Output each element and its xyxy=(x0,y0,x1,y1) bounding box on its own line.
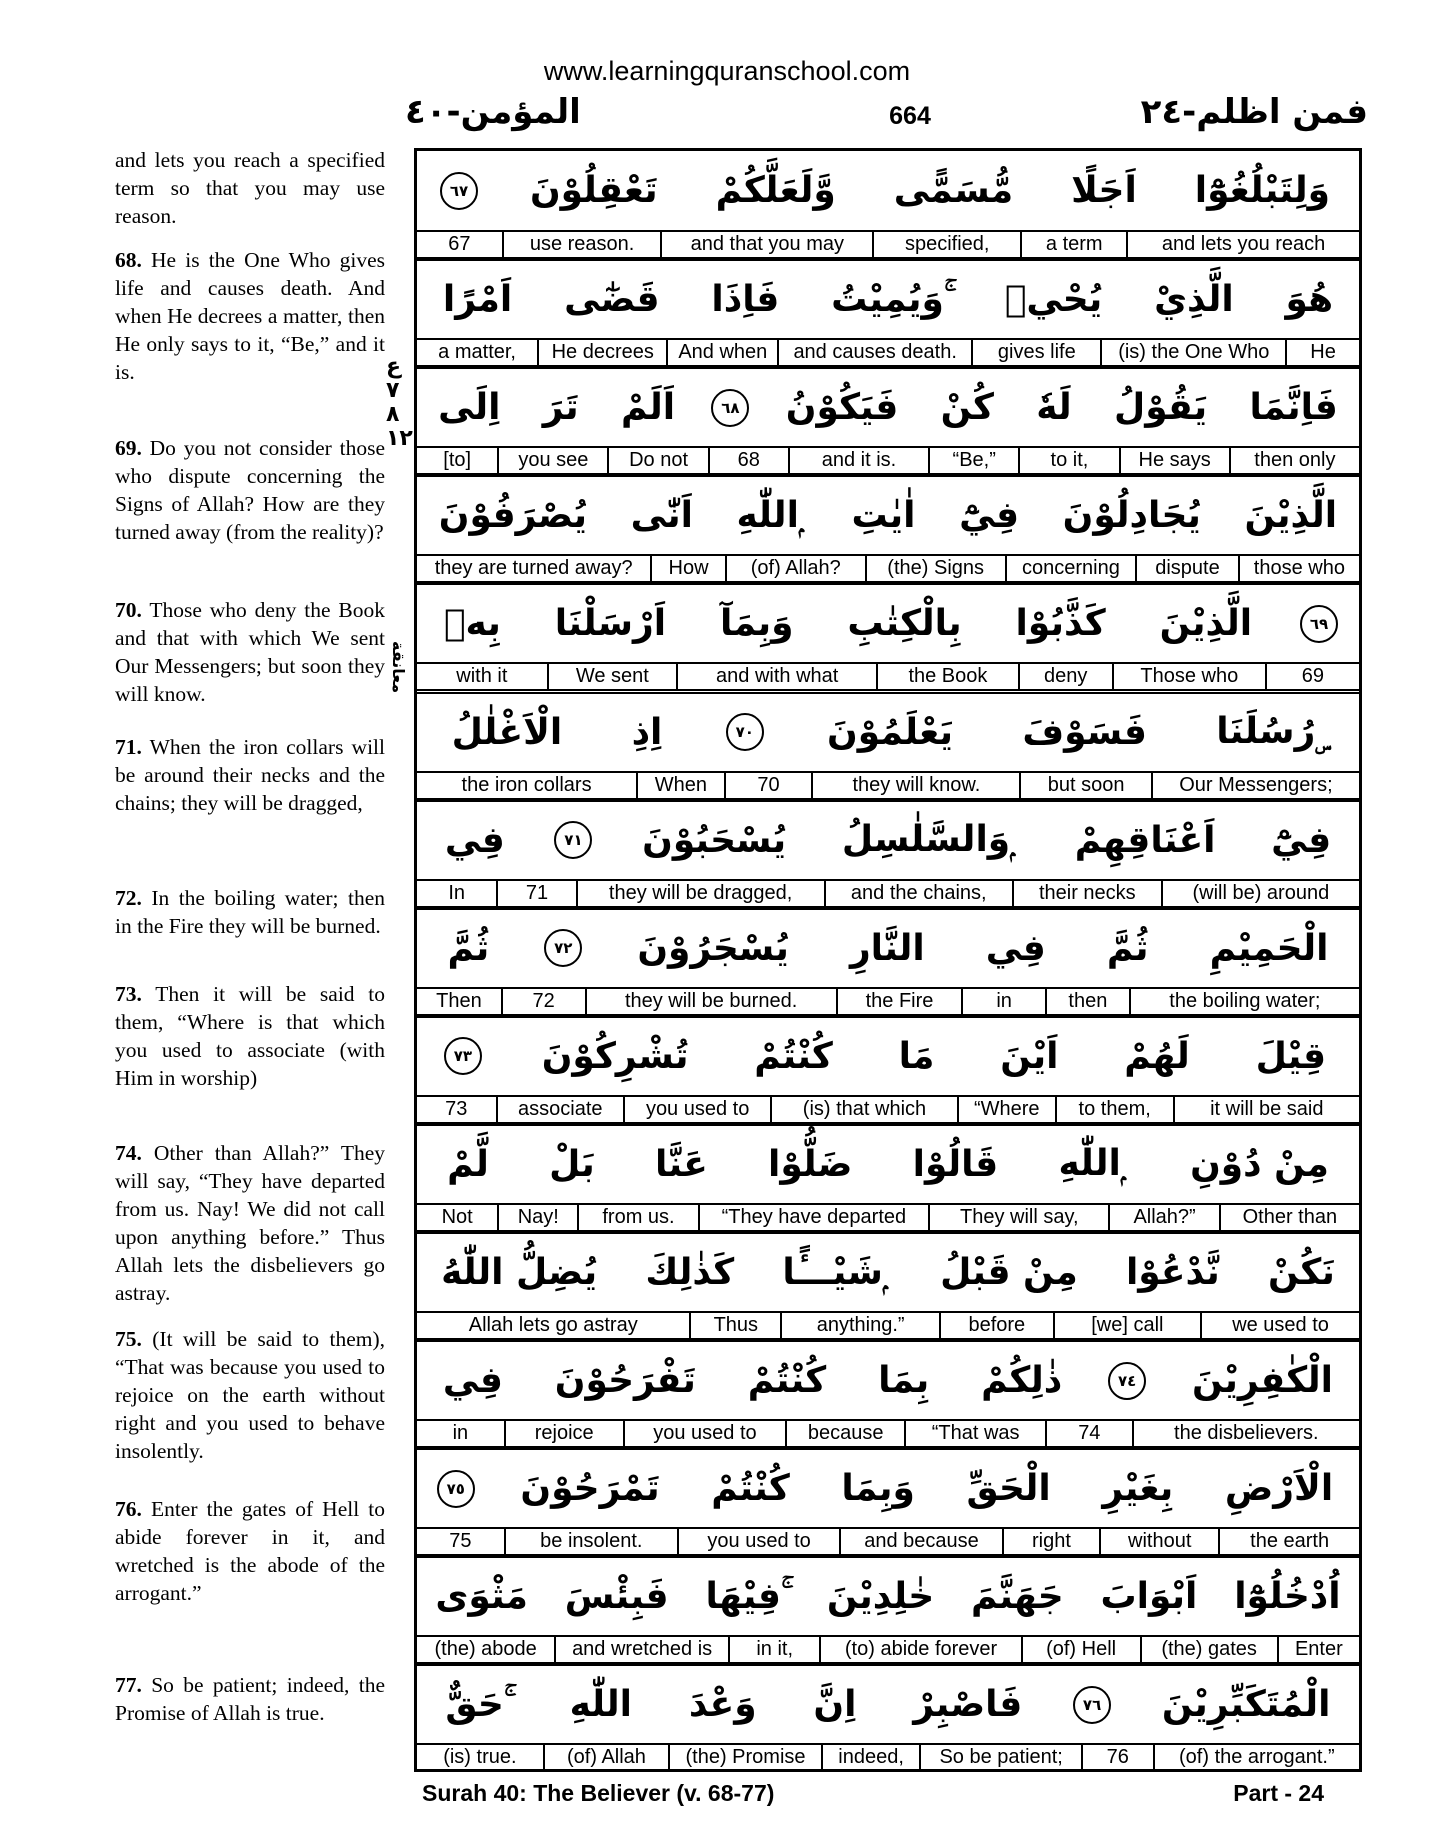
gloss-cell: but soon xyxy=(1019,773,1150,798)
surah-name-header: المؤمن-٤٠ xyxy=(405,92,581,132)
gloss-cell: the boiling water; xyxy=(1129,989,1359,1014)
arabic-line xyxy=(417,800,1359,879)
english-gloss-line xyxy=(417,1635,1359,1664)
arabic-line xyxy=(417,1556,1359,1635)
gloss-cell: They will say, xyxy=(928,1205,1108,1230)
arabic-word: فِي xyxy=(444,819,505,861)
gloss-cell: (of) the arrogant.” xyxy=(1153,1745,1359,1770)
gloss-cell: anything.” xyxy=(780,1313,939,1338)
gloss-cell: and it is. xyxy=(788,448,928,473)
gloss-cell: the iron collars xyxy=(461,773,592,796)
footer-surah: Surah 40: The Believer (v. 68-77) xyxy=(422,1780,775,1806)
arabic-word: فِي xyxy=(985,927,1046,969)
arabic-line xyxy=(417,1124,1359,1203)
arabic-word: الْكٰفِرِيْنَ xyxy=(1191,1360,1333,1402)
arabic-word: يُضِلُّ اللّٰهُ xyxy=(441,1252,598,1293)
arabic-word: فِيْهَا ۚ xyxy=(705,1575,791,1617)
ayah-number-marker: ٦٩ xyxy=(1300,605,1338,643)
gloss-cell: they will be burned. xyxy=(585,989,836,1014)
gloss-cell: Allah lets go astray xyxy=(468,1314,638,1336)
gloss-cell: and causes death. xyxy=(777,340,971,365)
gloss-cell: 70 xyxy=(724,773,812,798)
gloss-cell: use reason. xyxy=(502,232,661,257)
arabic-word: الْحَقِّ xyxy=(966,1468,1051,1510)
gloss-cell: and that you may xyxy=(660,232,872,257)
verse-number: 73. xyxy=(115,982,142,1006)
arabic-word: كُنْتُمْ xyxy=(747,1360,827,1402)
arabic-word: يُسْجَرُوْنَ xyxy=(637,927,789,969)
arabic-line xyxy=(417,692,1359,771)
gloss-cell: associate xyxy=(496,1097,624,1122)
arabic-word: قِيْلَ xyxy=(1255,1035,1327,1077)
gloss-cell: you used to xyxy=(623,1421,785,1446)
ayah-number-marker: ٧٢ xyxy=(544,929,582,967)
english-gloss-line xyxy=(417,662,1359,691)
verse-number: 72. xyxy=(115,886,142,910)
arabic-word: اُدْخُلُوْٓا xyxy=(1234,1576,1341,1618)
gloss-cell: Our Messengers; xyxy=(1151,773,1359,798)
arabic-word: الْاَرْضِ xyxy=(1224,1468,1334,1510)
gloss-cell: 69 xyxy=(1265,664,1359,689)
arabic-line xyxy=(417,583,1359,662)
gloss-cell: gives life xyxy=(971,340,1100,365)
margin-marks xyxy=(386,355,416,693)
arabic-word: يَقُوْلُ xyxy=(1113,387,1208,429)
gloss-cell: those who xyxy=(1238,556,1359,581)
arabic-line xyxy=(417,1448,1359,1527)
verse-text: Then it will be said to them, “Where is that which you used to associate (with Him in worship) xyxy=(115,982,385,1090)
arabic-word: لَهُمْ xyxy=(1124,1035,1190,1077)
gloss-cell: they will know. xyxy=(811,773,1019,798)
gloss-cell: (the) gates xyxy=(1140,1637,1277,1662)
gloss-cell: indeed, xyxy=(821,1745,920,1770)
ruku-number: ٨ xyxy=(386,402,400,427)
arabic-word: اللّٰهِ xyxy=(569,1684,633,1726)
gloss-cell: then xyxy=(1045,989,1129,1014)
arabic-word: بَلْ xyxy=(549,1143,595,1185)
ayah-number-marker: ٧٣ xyxy=(444,1037,482,1075)
arabic-line xyxy=(417,1232,1359,1311)
gloss-cell: they are turned away? xyxy=(434,557,633,580)
gloss-cell: How xyxy=(650,556,725,581)
gloss-cell: before xyxy=(939,1313,1052,1338)
gloss-cell: you used to xyxy=(623,1097,770,1122)
ayah-number-marker: ٧٦ xyxy=(1073,1686,1111,1724)
gloss-cell: dispute xyxy=(1135,556,1238,581)
gloss-cell: Allah?” xyxy=(1108,1205,1218,1230)
arabic-line xyxy=(417,1664,1359,1743)
ayah-number-marker: ٦٧ xyxy=(440,172,478,210)
arabic-word: اللّٰهِ ۭ xyxy=(1058,1143,1130,1185)
arabic-word: يُسْحَبُوْنَ xyxy=(642,819,787,861)
arabic-word: مُّسَمًّى xyxy=(893,170,1014,211)
ayah-number-marker: ٧٥ xyxy=(437,1470,475,1508)
arabic-word: يُحْيٖ xyxy=(1004,279,1103,321)
arabic-word: اِنَّ xyxy=(813,1684,857,1726)
arabic-word: لَهٗ xyxy=(1036,387,1072,429)
gloss-cell: in xyxy=(452,1422,469,1445)
verse-text: and lets you reach a specified term so that you may use reason. xyxy=(115,148,385,228)
arabic-line xyxy=(417,1340,1359,1419)
translation-verse xyxy=(115,434,385,546)
gloss-cell: (of) Hell xyxy=(1021,1637,1140,1662)
gloss-cell: “That was xyxy=(904,1421,1045,1446)
gloss-cell: in xyxy=(961,989,1045,1014)
arabic-word: الْمُتَكَبِّرِيْنَ xyxy=(1161,1684,1331,1726)
gloss-cell: He decrees xyxy=(537,340,666,365)
ayah-number-marker: ٧١ xyxy=(554,821,592,859)
gloss-cell: He xyxy=(1285,340,1359,365)
english-gloss-line xyxy=(417,1095,1359,1124)
page-number: 664 xyxy=(889,102,931,130)
gloss-cell: When xyxy=(636,773,724,798)
arabic-word: هُوَ xyxy=(1285,279,1334,321)
arabic-word: نَّدْعُوْا xyxy=(1125,1252,1220,1293)
verse-text: Those who deny the Book and that with which We sent Our Messengers; but soon they will know. xyxy=(115,598,385,706)
gloss-cell: Other than xyxy=(1219,1205,1359,1230)
ayah-number-marker: ٧٤ xyxy=(1108,1362,1146,1400)
gloss-cell: the Book xyxy=(876,664,1017,689)
verse-number: 77. xyxy=(115,1673,142,1697)
arabic-word: اَعْنَاقِهِمْ xyxy=(1074,819,1216,861)
translation-verse xyxy=(115,980,385,1092)
arabic-word: ضَلُّوْا xyxy=(768,1143,853,1185)
english-gloss-line xyxy=(417,1311,1359,1340)
gloss-cell: “They have departed xyxy=(698,1205,928,1230)
verse-text: Other than Allah?” They will say, “They have departed from us. Nay! We did not call upon anything before.” Thus Allah lets the disbelievers go astray. xyxy=(115,1141,386,1305)
arabic-word: حَقٌّ ۚ xyxy=(445,1683,513,1725)
gloss-cell: Do not xyxy=(607,448,707,473)
arabic-word: بِغَيْرِ xyxy=(1102,1468,1174,1510)
gloss-cell: specified, xyxy=(872,232,1020,257)
gloss-cell: deny xyxy=(1018,664,1112,689)
gloss-cell: 72 xyxy=(501,989,585,1014)
gloss-cell: the earth xyxy=(1218,1529,1359,1554)
arabic-word: بِهٖ xyxy=(443,603,501,645)
verse-text: So be patient; indeed, the Promise of Allah is true. xyxy=(115,1673,385,1725)
verse-text: When the iron collars will be around their necks and the chains; they will be dragged, xyxy=(115,735,385,815)
arabic-word: اِلَى xyxy=(438,387,501,429)
arabic-word: اللّٰهِ ۭ xyxy=(736,494,808,536)
gloss-cell: (is) the One Who xyxy=(1100,340,1285,365)
translation-verse xyxy=(115,1671,385,1727)
arabic-word: وَعْدَ xyxy=(688,1684,757,1726)
arabic-word: تُشْرِكُوْنَ xyxy=(541,1035,689,1077)
gloss-cell: the Fire xyxy=(836,989,962,1014)
arabic-word: كُنْتُمْ xyxy=(711,1468,790,1510)
gloss-cell: He says xyxy=(1119,448,1229,473)
arabic-word: اَلَمْ xyxy=(621,387,676,429)
gloss-cell: with it xyxy=(456,665,508,688)
gloss-cell: they will be dragged, xyxy=(576,881,824,906)
english-gloss-line xyxy=(417,230,1359,259)
gloss-cell: [we] call xyxy=(1053,1313,1201,1338)
gloss-cell: (is) that which xyxy=(770,1097,956,1122)
arabic-word: يَعْلَمُوْنَ xyxy=(827,711,954,753)
gloss-cell: (of) Allah? xyxy=(725,556,865,581)
juz-name-header: فمن اظلم-٢٤ xyxy=(1140,92,1368,132)
arabic-word: فَاصْبِرْ xyxy=(913,1684,1023,1726)
gloss-cell: “Where xyxy=(957,1097,1055,1122)
arabic-word: الَّذِيْنَ xyxy=(1244,495,1338,537)
verse-number: 76. xyxy=(115,1497,142,1521)
verse-number: 71. xyxy=(115,735,142,759)
translation-verse xyxy=(115,1495,385,1607)
arabic-word: اٰيٰتِ xyxy=(851,495,916,537)
verse-text: Enter the gates of Hell to abide forever in it, and wretched is the abode of the arrogant.” xyxy=(115,1497,385,1605)
arabic-word: قَضٰٓى xyxy=(564,279,660,321)
arabic-word: تَعْقِلُوْنَ xyxy=(529,170,658,211)
gloss-cell: and with what xyxy=(676,664,876,689)
arabic-word: الْاَغْلٰلُ xyxy=(451,711,563,753)
ayah-number-marker: ٧٠ xyxy=(726,713,764,751)
english-gloss-line xyxy=(417,1527,1359,1556)
ruku-mark: ع ٧ xyxy=(386,354,402,403)
arabic-line xyxy=(417,151,1359,230)
gloss-cell: from us. xyxy=(577,1205,697,1230)
gloss-cell: the disbelievers. xyxy=(1132,1421,1359,1446)
arabic-word: اَجَلًا xyxy=(1071,170,1137,211)
gloss-cell: we used to xyxy=(1200,1313,1359,1338)
gloss-cell: without xyxy=(1099,1529,1218,1554)
translation-verse xyxy=(115,1139,385,1307)
arabic-word: تَرَ xyxy=(542,387,579,429)
gloss-cell: to it, xyxy=(1018,448,1118,473)
translation-verse xyxy=(115,246,385,386)
arabic-word: مَثْوَى xyxy=(435,1576,528,1618)
arabic-word: بِالْكِتٰبِ xyxy=(847,603,962,645)
arabic-word: ثُمَّ xyxy=(447,927,490,969)
arabic-line xyxy=(417,259,1359,338)
arabic-word: خٰلِدِيْنَ xyxy=(826,1576,935,1618)
arabic-word: فَسَوْفَ xyxy=(1022,711,1147,753)
english-gloss-line xyxy=(417,987,1359,1016)
arabic-word: النَّارِ xyxy=(849,927,925,969)
english-gloss-line xyxy=(417,446,1359,475)
ayah-number-marker: ٦٨ xyxy=(711,389,749,427)
verse-text: He is the One Who gives life and causes death. And when He decrees a matter, then He only says to it, “Be,” and it is. xyxy=(115,248,385,384)
translation-verse xyxy=(115,733,385,817)
website-url[interactable]: www.learningquranschool.com xyxy=(543,56,911,86)
footer-part: Part - 24 xyxy=(1233,1780,1324,1806)
verse-number: 75. xyxy=(115,1327,142,1351)
arabic-word: وَيُمِيْتُ ۚ xyxy=(831,278,953,320)
gloss-cell: because xyxy=(785,1421,904,1446)
arabic-word: بِمَا xyxy=(878,1360,930,1402)
arabic-word: كُنْتُمْ xyxy=(754,1035,833,1077)
arabic-word: يُجَادِلُوْنَ xyxy=(1062,495,1201,537)
ruku-count: ١٢ xyxy=(386,426,413,451)
gloss-cell: rejoice xyxy=(504,1421,623,1446)
gloss-cell: you see xyxy=(497,448,607,473)
arabic-word: ذٰلِكُمْ xyxy=(981,1360,1063,1402)
verse-text: Do you not consider those who dispute concerning the Signs of Allah? How are they turned away (from the reality)? xyxy=(115,436,385,544)
arabic-word: كُنْ xyxy=(940,387,994,429)
verse-number: 68. xyxy=(115,248,142,272)
arabic-word: مِنْ دُوْنِ xyxy=(1190,1143,1329,1185)
english-gloss-line xyxy=(417,1203,1359,1232)
gloss-cell: a matter, xyxy=(438,341,516,364)
gloss-cell: it will be said xyxy=(1173,1097,1359,1122)
arabic-word: فِي xyxy=(442,1360,503,1402)
gloss-cell: (will be) around xyxy=(1161,881,1359,906)
gloss-cell: Those who xyxy=(1112,664,1265,689)
arabic-word: فَاِنَّمَا xyxy=(1249,387,1338,429)
verse-number: 70. xyxy=(115,598,142,622)
arabic-word: يُصْرَفُوْنَ xyxy=(438,495,588,537)
verse-number: 74. xyxy=(115,1141,142,1165)
arabic-word: مَا xyxy=(898,1035,935,1077)
arabic-word: عَنَّا xyxy=(654,1143,708,1185)
arabic-word: فِيْٓ xyxy=(1271,819,1332,861)
arabic-word: اَيْنَ xyxy=(1000,1035,1059,1077)
arabic-word: كَذَّبُوْا xyxy=(1015,603,1106,645)
arabic-word: فِيْٓ xyxy=(959,495,1020,537)
arabic-word: اَنّٰى xyxy=(630,495,693,537)
arabic-word: تَفْرَحُوْنَ xyxy=(554,1360,696,1402)
arabic-word: كَذٰلِكَ xyxy=(645,1252,735,1293)
gloss-cell: 76 xyxy=(1081,1745,1153,1770)
gloss-cell: Enter xyxy=(1277,1637,1359,1662)
verse-text: (It will be said to them), “That was because you used to rejoice on the earth without right and you used to behave insolently. xyxy=(115,1327,385,1463)
gloss-cell: Thus xyxy=(689,1313,780,1338)
english-gloss-line xyxy=(417,338,1359,367)
gloss-cell: and the chains, xyxy=(824,881,1012,906)
arabic-line xyxy=(417,475,1359,554)
arabic-word: وَلِتَبْلُغُوْٓا xyxy=(1194,170,1330,211)
arabic-word: وَبِمَا xyxy=(841,1468,915,1510)
gloss-cell: (to) abide forever xyxy=(819,1637,1020,1662)
arabic-word: وَّلَعَلَّكُمْ xyxy=(715,170,836,211)
gloss-cell: 68 xyxy=(708,448,788,473)
gloss-cell: 73 xyxy=(445,1097,468,1120)
gloss-cell: Nay! xyxy=(497,1205,577,1230)
gloss-cell: (of) Allah xyxy=(543,1745,669,1770)
gloss-cell: (is) true. xyxy=(443,1746,517,1769)
english-gloss-line xyxy=(417,879,1359,908)
arabic-word: الْحَمِيْمِ xyxy=(1209,927,1329,969)
translation-verse xyxy=(115,596,385,708)
gloss-cell: 74 xyxy=(1045,1421,1132,1446)
arabic-word: الَّذِيْنَ xyxy=(1159,603,1253,645)
english-gloss-line xyxy=(417,554,1359,583)
gloss-cell: So be patient; xyxy=(919,1745,1080,1770)
arabic-line xyxy=(417,1016,1359,1095)
arabic-line xyxy=(417,367,1359,446)
translation-verse xyxy=(115,884,385,940)
arabic-word: جَهَنَّمَ xyxy=(971,1576,1064,1618)
english-gloss-line xyxy=(417,1743,1359,1772)
translation-verse xyxy=(115,146,385,230)
gloss-cell: Not xyxy=(441,1205,473,1228)
gloss-cell: concerning xyxy=(1005,556,1136,581)
gloss-cell: (the) Signs xyxy=(865,556,1005,581)
arabic-word: قَالُوْا xyxy=(912,1143,999,1185)
gloss-cell: We sent xyxy=(547,664,677,689)
gloss-cell: (the) abode xyxy=(434,1638,537,1661)
arabic-word: فَيَكُوْنُ xyxy=(785,387,899,429)
arabic-word: تَمْرَحُوْنَ xyxy=(520,1468,660,1510)
arabic-line xyxy=(417,908,1359,987)
english-gloss-line xyxy=(417,771,1359,800)
arabic-word: اَبْوَابَ xyxy=(1100,1576,1198,1618)
arabic-word: رُسُلَنَا ۣ xyxy=(1216,711,1325,752)
gloss-cell: In xyxy=(448,881,466,904)
translation-verse xyxy=(115,1325,385,1465)
verse-text: In the boiling water; then in the Fire they will be burned. xyxy=(115,886,385,938)
gloss-cell: then only xyxy=(1229,448,1359,473)
word-by-word-grid xyxy=(414,148,1362,1772)
gloss-cell: you used to xyxy=(677,1529,839,1554)
gloss-cell: in it, xyxy=(728,1637,819,1662)
gloss-cell: (the) Promise xyxy=(668,1745,821,1770)
verse-number: 69. xyxy=(115,436,142,460)
arabic-word: اِذِ xyxy=(631,711,663,753)
gloss-cell: right xyxy=(1002,1529,1099,1554)
arabic-word: فَاِذَا xyxy=(711,279,780,321)
arabic-word: اَرْسَلْنَا xyxy=(554,603,667,645)
gloss-cell: 75 xyxy=(449,1530,472,1553)
arabic-word: ثُمَّ xyxy=(1106,927,1149,969)
gloss-cell: 67 xyxy=(448,233,471,255)
arabic-word: لَّمْ xyxy=(447,1143,489,1185)
arabic-word: وَبِمَآ xyxy=(719,603,794,645)
english-gloss-line xyxy=(417,1419,1359,1448)
gloss-cell: [to] xyxy=(443,449,472,472)
gloss-cell: and wretched is xyxy=(554,1637,728,1662)
gloss-cell: a term xyxy=(1020,232,1126,257)
gloss-cell: 71 xyxy=(496,881,575,906)
gloss-cell: and because xyxy=(839,1529,1001,1554)
gloss-cell: their necks xyxy=(1012,881,1161,906)
arabic-word: الَّذِيْ xyxy=(1154,279,1234,321)
arabic-word: اَمْرًا xyxy=(442,279,513,321)
gloss-cell: to them, xyxy=(1055,1097,1173,1122)
gloss-cell: Then xyxy=(436,989,482,1012)
arabic-word: شَيْـــًٔا ۭ xyxy=(782,1251,892,1293)
arabic-word: نَكُنْ xyxy=(1268,1252,1335,1293)
gloss-cell: And when xyxy=(666,340,777,365)
arabic-word: فَبِئْسَ xyxy=(564,1576,669,1618)
arabic-word: وَالسَّلٰسِلُ ۭ xyxy=(841,819,1020,861)
arabic-word: مِنْ قَبْلُ xyxy=(940,1252,1078,1293)
gloss-cell: be insolent. xyxy=(504,1529,677,1554)
gloss-cell: “Be,” xyxy=(928,448,1018,473)
muanaqah-mark: معانقة xyxy=(389,641,408,694)
gloss-cell: and lets you reach xyxy=(1126,232,1359,257)
